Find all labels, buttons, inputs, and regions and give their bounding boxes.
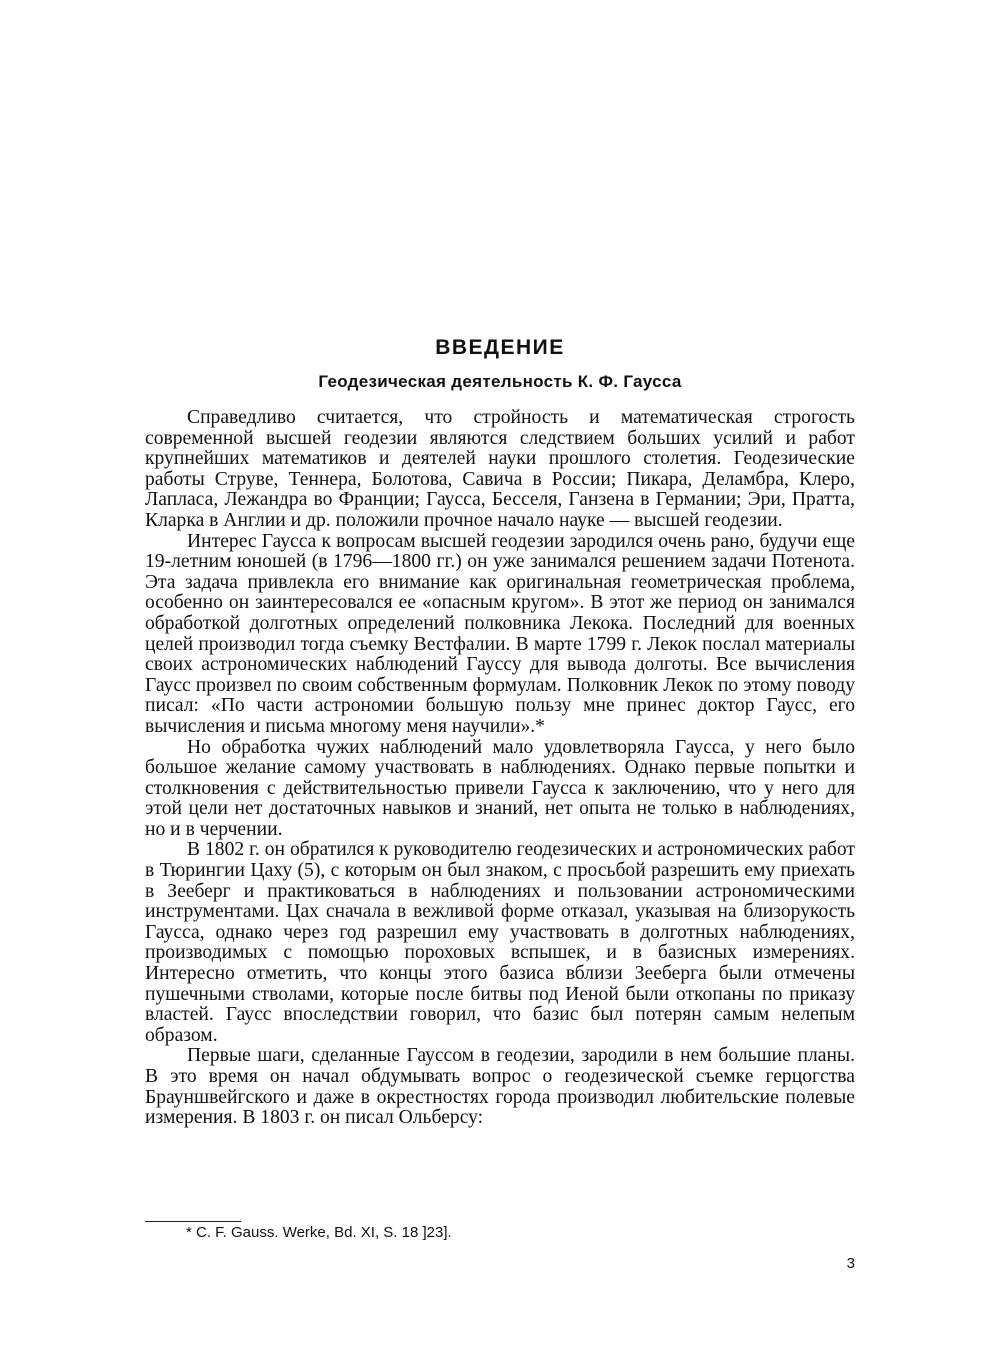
paragraph-5: Первые шаги, сделанные Гауссом в геодезии, зародили в нем большие планы. В это время он начал обдумывать вопрос о геодезической съемке герцогства Брауншвейгского и даже в окрестностях города производил любительские полевые измерения. В 1803 г. он писал Ольберсу: xyxy=(145,1045,855,1129)
section-title: Геодезическая деятельность К. Ф. Гаусса xyxy=(318,372,682,391)
footnote: * C. F. Gauss. Werke, Bd. XI, S. 18 ]23]. xyxy=(186,1224,452,1241)
chapter-title: ВВЕДЕНИЕ xyxy=(435,336,565,359)
body-text xyxy=(145,408,855,1129)
paragraph-2: Интерес Гаусса к вопросам высшей геодезии зародился очень рано, будучи еще 19-летним юношей (в 1796—1800 гг.) он уже занимался решением задачи Потенота. Эта задача привлекла его внимание как оригинальная геометрическая проблема, особенно он заинтересовался ее «опасным кругом». В этот же период он занимался обработкой долготных определений полковника Лекока. Последний для военных целей производил тогда съемку Вестфалии. В марте 1799 г. Лекок послал материалы своих астрономических наблюдений Гауссу для вывода долготы. Все вычисления Гаусс произвел по своим собственным формулам. Полковник Лекок по этому поводу писал: «По части астрономии большую пользу мне принес доктор Гаусс, его вычисления и письма многому меня научили».* xyxy=(145,530,855,737)
page-number: 3 xyxy=(846,1255,855,1272)
paragraph-1: Справедливо считается, что стройность и математическая строгость современной высшей геодезии являются следствием больших усилий и работ крупнейших математиков и деятелей науки прошлого столетия. Геодезические работы Струве, Теннера, Болотова, Савича в России; Пикара, Деламбра, Клеро, Лапласа, Лежандра во Франции; Гаусса, Бесселя, Ганзена в Германии; Эри, Пратта, Кларка в Англии и др. положили прочное начало науке — высшей геодезии. xyxy=(145,407,855,531)
paragraph-4: В 1802 г. он обратился к руководителю геодезических и астрономических работ в Тюрингии Цаху (5), с которым он был знаком, с просьбой разрешить ему приехать в Зееберг и практиковаться в наблюдениях и пользовании астрономическими инструментами. Цах сначала в вежливой форме отказал, указывая на близорукость Гаусса, однако через год разрешил ему участвовать в долготных наблюдениях, производимых с помощью пороховых вспышек, и в базисных измерениях. Интересно отметить, что концы этого базиса вблизи Зееберга были отмечены пушечными стволами, которые после битвы под Иеной были откопаны по приказу властей. Гаусс впоследствии говорил, что базис был потерян самым нелепым образом. xyxy=(145,839,855,1046)
footnote-divider xyxy=(145,1221,241,1222)
paragraph-3: Но обработка чужих наблюдений мало удовлетворяла Гаусса, у него было большое желание самому участвовать в наблюдениях. Однако первые попытки и столкновения с действительностью привели Гаусса к заключению, что у него для этой цели нет достаточных навыков и знаний, нет опыта не только в наблюдениях, но и в черчении. xyxy=(145,736,855,840)
